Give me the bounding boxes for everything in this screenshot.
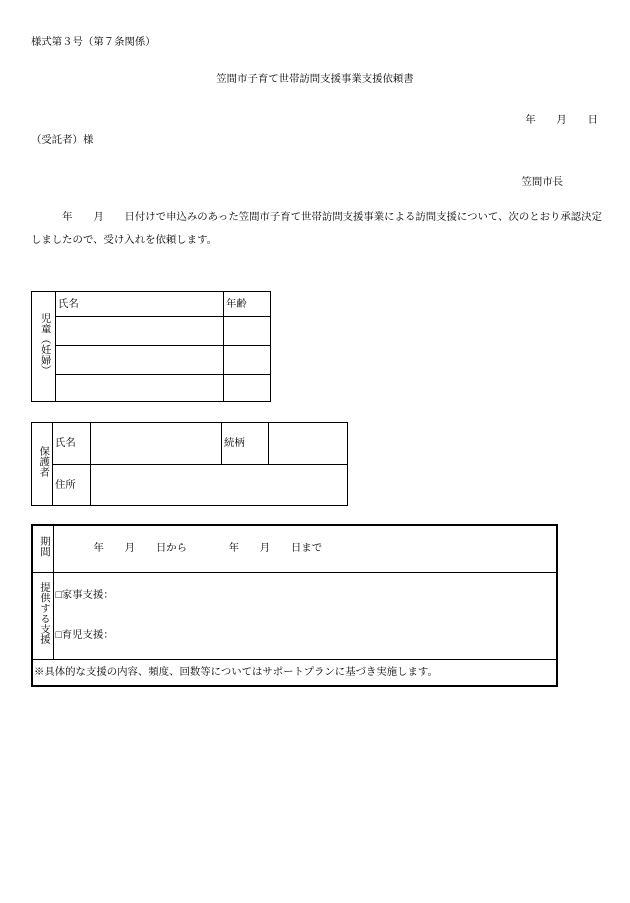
child-table-label: 児童（妊婦） <box>38 313 50 376</box>
sender: 笠間市長 <box>521 177 563 188</box>
guardian-name-label: 氏名 <box>53 423 91 465</box>
child-name-cell <box>56 317 224 346</box>
childcare-support-item: □育児支援： <box>55 630 114 641</box>
guardian-table <box>31 422 348 506</box>
child-name-header: 氏名 <box>56 292 224 317</box>
support-note: ※具体的な支援の内容、頻度、回数等についてはサポートプランに基づき実施します。 <box>32 659 557 686</box>
period-label: 期間 <box>37 536 49 558</box>
support-content-cell <box>53 572 557 659</box>
issue-date: 年 月 日 <box>525 115 598 126</box>
guardian-address-label: 住所 <box>53 465 91 506</box>
guardian-relation-cell <box>269 423 348 465</box>
child-table <box>31 291 271 402</box>
guardian-name-cell <box>91 423 222 465</box>
document-title: 笠間市子育て世帯訪問支援事業支援依頼書 <box>216 74 414 85</box>
period-value: 年 月 日から 年 月 日まで <box>53 525 557 572</box>
support-label: 提供する支援 <box>37 582 49 645</box>
form-number: 様式第３号（第７条関係） <box>31 37 156 48</box>
addressee: （受託者）様 <box>31 135 94 146</box>
child-age-cell <box>224 346 271 375</box>
guardian-table-label: 保護者 <box>37 446 49 478</box>
child-name-cell <box>56 346 224 375</box>
child-age-cell <box>224 317 271 346</box>
guardian-relation-label: 続柄 <box>222 423 269 465</box>
child-table-label-cell <box>32 292 56 402</box>
period-label-cell <box>32 525 53 572</box>
child-age-cell <box>224 375 271 402</box>
housework-support-item: □家事支援： <box>55 590 114 601</box>
child-age-header: 年齢 <box>224 292 271 317</box>
body-text-line-1: 年 月 日付けで申込みのあった笠間市子育て世帯訪問支援事業による訪問支援について、次のとおり承認決定 <box>31 212 602 223</box>
support-label-cell <box>32 572 53 659</box>
child-name-cell <box>56 375 224 402</box>
guardian-table-label-cell <box>32 423 53 506</box>
support-table <box>31 524 558 687</box>
guardian-address-cell <box>91 465 348 506</box>
body-text-line-2: しましたので、受け入れを依頼します。 <box>31 235 217 246</box>
